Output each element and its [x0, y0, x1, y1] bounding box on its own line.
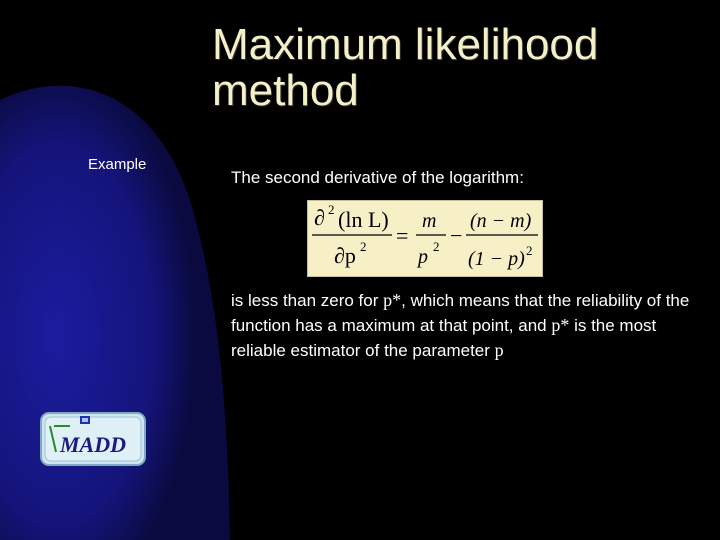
term2-num: (n − m)	[470, 210, 532, 232]
madd-logo	[40, 412, 146, 466]
term2-den-exp: 2	[526, 243, 533, 258]
lhs-den-partial: ∂p	[334, 243, 356, 268]
lhs-den-exp: 2	[360, 239, 367, 254]
side-label: Example	[88, 156, 147, 173]
lhs-num-partial: ∂	[314, 205, 325, 230]
body-part-1: is less than zero for	[231, 291, 384, 310]
term2-den: (1 − p)	[468, 248, 525, 270]
body-p-star-2: p*	[551, 315, 570, 335]
term1-den-exp: 2	[433, 239, 440, 254]
equals-sign: =	[396, 223, 409, 248]
lhs-num-expr: (ln L)	[338, 207, 389, 232]
second-derivative-formula	[307, 200, 543, 277]
slide-title: Maximum likelihood method	[212, 20, 599, 115]
minus-sign: −	[450, 223, 463, 248]
body-part-3: is the most reliable estimator of the parameter	[231, 316, 657, 360]
term1-num: m	[422, 210, 437, 232]
term1-den: p	[418, 246, 428, 268]
body-p-star-1: p*	[383, 290, 402, 310]
body-part-2: , which means that the reliability of the function has a maximum at that point, and	[231, 291, 690, 335]
body-p-param: p	[494, 340, 504, 360]
body-paragraph	[231, 288, 691, 363]
intro-text: The second derivative of the logarithm:	[231, 168, 524, 187]
lhs-num-exp: 2	[328, 202, 335, 217]
logo-text: MADD	[59, 432, 127, 457]
